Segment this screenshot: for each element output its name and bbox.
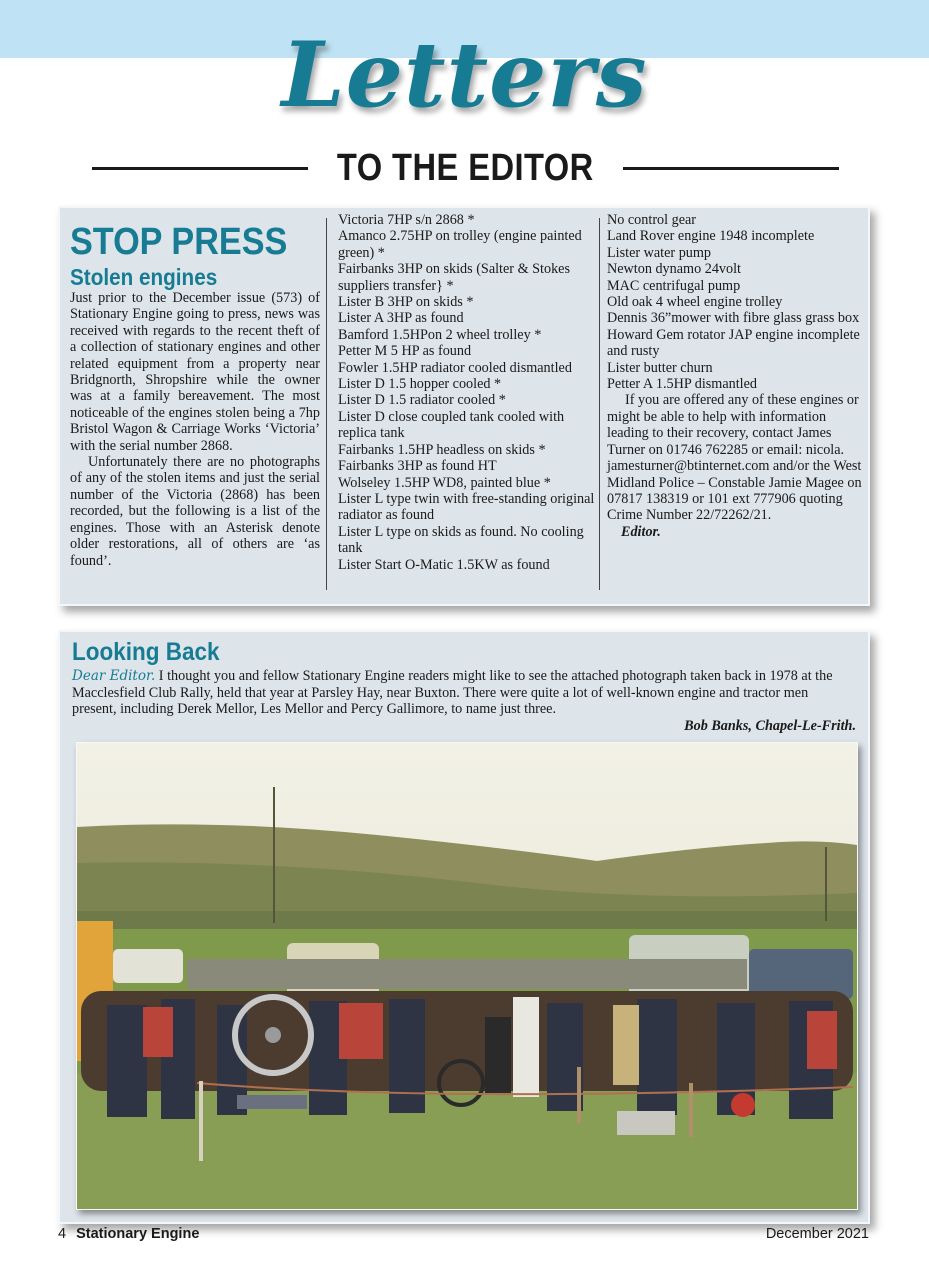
page-number: 4 xyxy=(58,1226,67,1242)
engine-list-item: Dennis 36”mower with fibre glass grass box xyxy=(607,310,860,327)
stolen-engines-subheading: Stolen engines xyxy=(70,264,218,290)
stop-press-column-1 xyxy=(70,212,320,569)
rule-right xyxy=(623,167,839,170)
column-divider xyxy=(599,218,600,590)
stop-press-heading: STOP PRESS xyxy=(70,221,288,263)
stop-press-paragraph-1: Just prior to the December issue (573) of Stationary Engine going to press, news was received with regards to the recent theft of a collection of stationary engines and other related equipment from a property near Bridgnorth, Shropshire while the owner was at a family bereavement. The most noticeable of the engines stolen being a 7hp Bristol Wagon & Carriage Works ‘Victoria’ with the serial number 2868. xyxy=(70,290,320,454)
engine-list-item: Victoria 7HP s/n 2868 * xyxy=(338,212,475,228)
looking-back-heading: Looking Back xyxy=(72,638,220,666)
engine-list-item: Petter A 1.5HP dismantled xyxy=(607,376,758,393)
engine-list-item: Howard Gem rotator JAP engine incomplete and rusty xyxy=(607,326,860,360)
engine-list-item: Amanco 2.75HP on trolley (engine painted green) * xyxy=(338,228,582,261)
engine-list-item: No control gear xyxy=(607,212,697,228)
to-the-editor-title: TO THE EDITOR xyxy=(337,146,594,189)
engine-list-item: Lister D 1.5 radiator cooled * xyxy=(338,392,506,409)
column-divider xyxy=(326,218,327,590)
author-suffix: . xyxy=(852,717,856,734)
stolen-engine-list-2 xyxy=(607,212,863,392)
salutation: Dear Editor. xyxy=(72,668,156,684)
engine-list-item: Lister Start O-Matic 1.5KW as found xyxy=(338,556,550,573)
engine-list-item: Wolseley 1.5HP WD8, painted blue * xyxy=(338,474,551,491)
engine-list-item: Land Rover engine 1948 incomplete xyxy=(607,228,815,245)
magazine-name: Stationary Engine xyxy=(76,1226,200,1242)
rally-photo-image xyxy=(77,743,857,1209)
engine-list-item: Lister butter churn xyxy=(607,359,713,376)
engine-list-item: Lister water pump xyxy=(607,244,712,261)
engine-list-item: Petter M 5 HP as found xyxy=(338,343,472,360)
engine-list-item: Old oak 4 wheel engine trolley xyxy=(607,294,783,311)
engine-list-item: Lister L type on skids as found. No cooling tank xyxy=(338,523,584,557)
stop-press-box xyxy=(58,206,870,606)
engine-list-item: Fowler 1.5HP radiator cooled dismantled xyxy=(338,359,572,376)
engine-list-item: Bamford 1.5HPon 2 wheel trolley * xyxy=(338,326,542,343)
letters-title: Letters xyxy=(281,22,648,128)
stolen-engine-list-1 xyxy=(338,212,596,573)
looking-back-box xyxy=(58,630,870,1224)
engine-list-item: MAC centrifugal pump xyxy=(607,277,741,294)
editor-heading-row xyxy=(92,148,839,188)
engine-list-item: Newton dynamo 24volt xyxy=(607,261,741,278)
engine-list-item: Fairbanks 1.5HP headless on skids * xyxy=(338,441,546,458)
issue-date: December 2021 xyxy=(765,1226,869,1242)
footer-left xyxy=(58,1226,199,1242)
stop-press-paragraph-2: Unfortunately there are no photographs of any of the stolen items and just the serial number of the Victoria (2868) has been recorded, but the following is a list of the engines. Those with an Asterisk denote older restorations, all of others are ‘as found’. xyxy=(70,454,320,569)
engine-list-item: Fairbanks 3HP as found HT xyxy=(338,458,497,475)
engine-list-item: Lister D close coupled tank cooled with replica tank xyxy=(338,408,565,442)
author-name: Bob Banks, Chapel-Le-Frith xyxy=(684,717,853,734)
rule-left xyxy=(92,167,308,170)
contact-paragraph: If you are offered any of these engines or might be able to help with information leading to their recovery, contact James Turner on 01746 762285 or email: nicola. jamesturner@btinternet.com and/or the West Midland Police – Constable Jamie Magee on 07817 138319 or 101 ext 777906 quoting Crime Number 22/72262/21. xyxy=(607,392,862,524)
letter-body: I thought you and fellow Stationary Engine readers might like to see the attached photograph taken back in 1978 at the Macclesfield Club Rally, held that year at Parsley Hay, near Buxton. There were quite a lot of well-known engine and tractor men present, including Derek Mellor, Les Mellor and Percy Gallimore, to name just three. xyxy=(72,668,833,718)
rally-photograph xyxy=(76,742,858,1210)
editor-signoff: Editor. xyxy=(621,523,661,540)
engine-list-item: Lister B 3HP on skids * xyxy=(338,294,474,311)
letter-author xyxy=(72,718,856,735)
engine-list-item: Lister A 3HP as found xyxy=(338,310,464,327)
engine-list-item: Lister L type twin with free-standing original radiator as found xyxy=(338,490,595,524)
stop-press-column-3 xyxy=(607,212,863,540)
engine-list-item: Fairbanks 3HP on skids (Salter & Stokes suppliers transfer} * xyxy=(338,261,570,294)
engine-list-item: Lister D 1.5 hopper cooled * xyxy=(338,376,502,393)
looking-back-letter xyxy=(72,668,856,734)
